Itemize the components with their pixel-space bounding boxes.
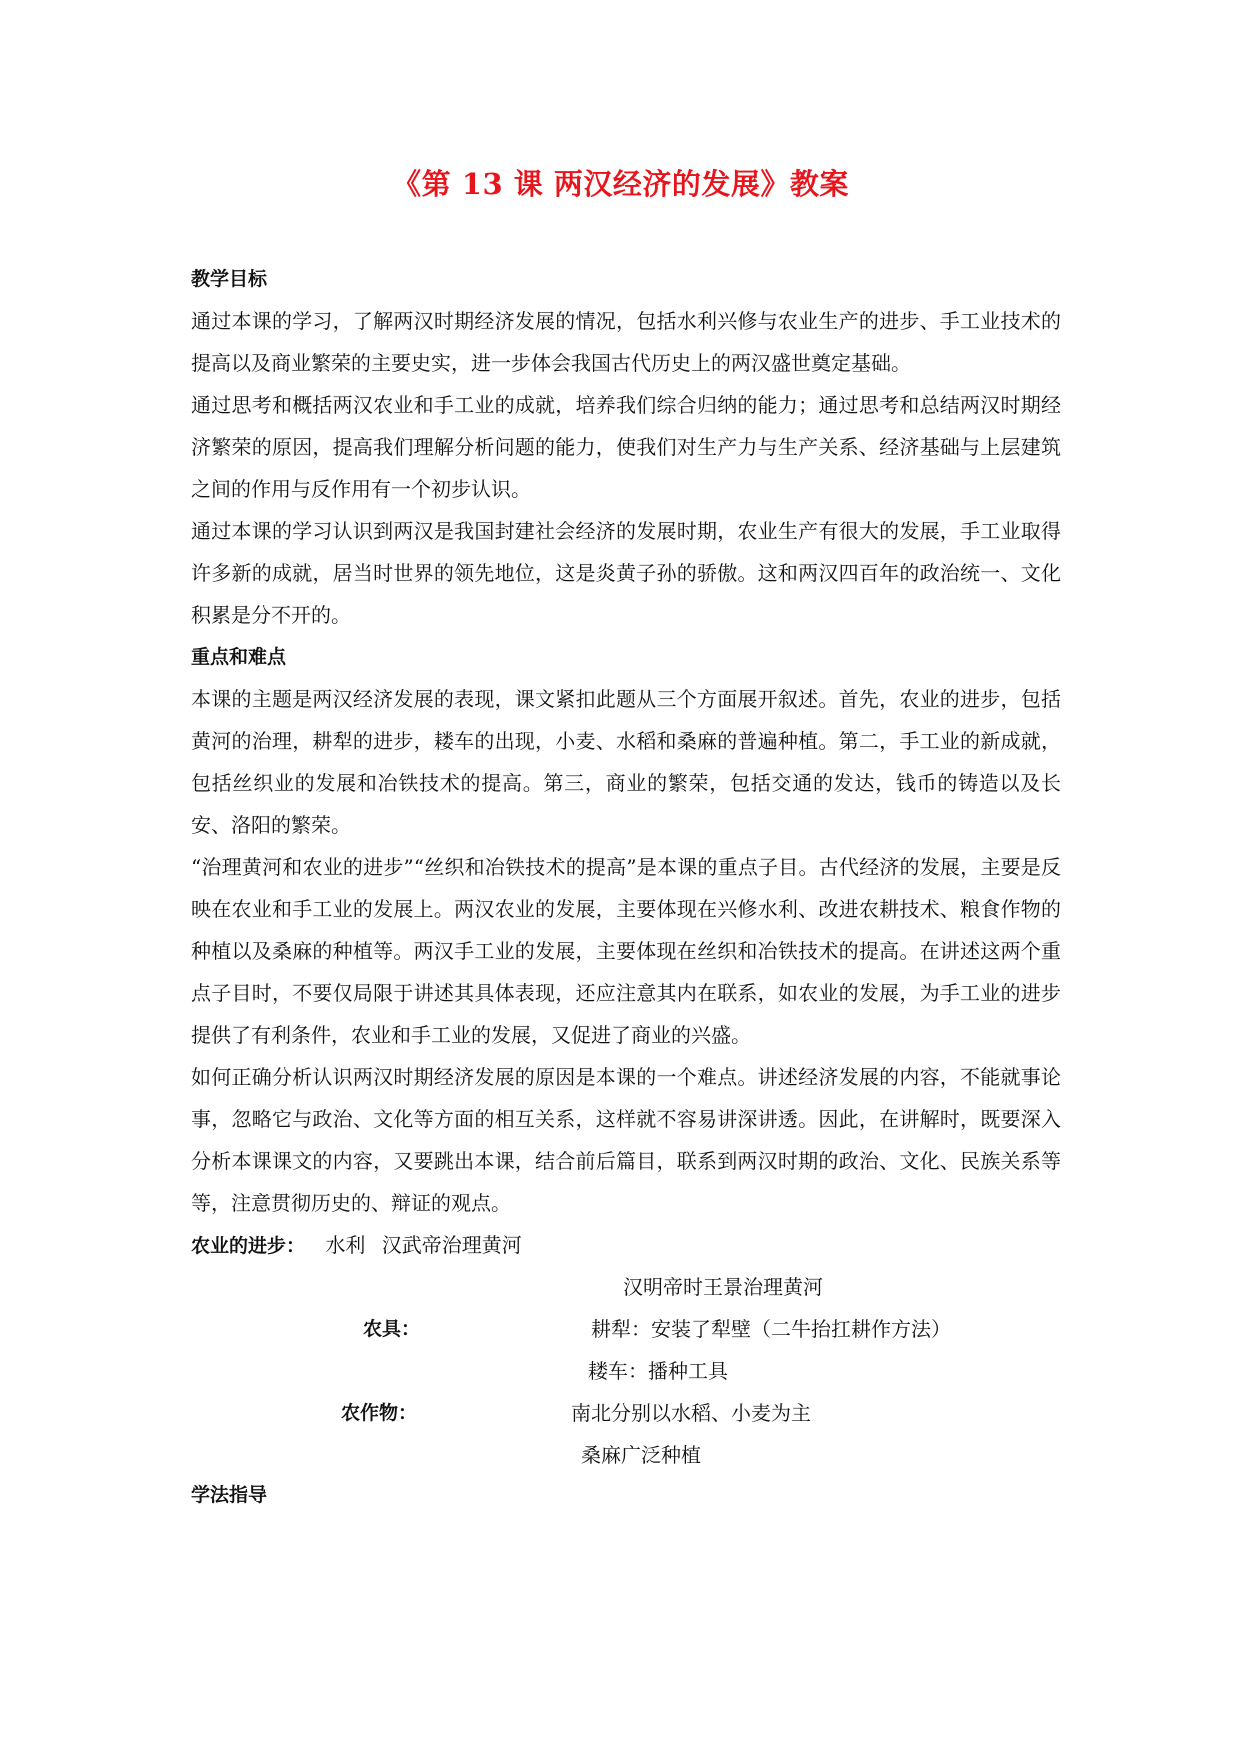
water-label: 水利 [325,1233,366,1257]
tools-label: 农具： [363,1318,421,1340]
document-body [191,258,1061,1516]
agriculture-heading-row [191,1224,522,1267]
section-heading-study-guide: 学法指导 [191,1484,268,1506]
water-item-2: 汉明帝时王景治理黄河 [623,1275,823,1299]
document-title: 《第 13 课 两汉经济的发展》教案 [392,167,849,201]
crop-item-1: 南北分别以水稻、小麦为主 [571,1401,811,1425]
tool-item-2: 耧车：播种工具 [588,1359,728,1383]
section-heading-objectives: 教学目标 [191,268,268,290]
key-points-paragraph-2: “治理黄河和农业的进步”“丝织和冶铁技术的提高”是本课的重点子目。古代经济的发展，主要是反映在农业和手工业的发展上。两汉农业的发展，主要体现在兴修水利、改进农耕技术、粮食作物的种植以及桑麻的种植等。两汉手工业的发展，主要体现在丝织和冶铁技术的提高。在讲述这两个重点子目时，不要仅局限于讲述其具体表现，还应注意其内在联系，如农业的发展，为手工业的进步提供了有利条件，农业和手工业的发展，又促进了商业的兴盛。 [191,855,1061,1047]
objective-paragraph-2: 通过思考和概括两汉农业和手工业的成就，培养我们综合归纳的能力；通过思考和总结两汉时期经济繁荣的原因，提高我们理解分析问题的能力，使我们对生产力与生产关系、经济基础与上层建筑之间的作用与反作用有一个初步认识。 [191,393,1061,501]
crops-label: 农作物： [341,1402,418,1424]
tool-item-1: 耕犁：安装了犁壁（二牛抬扛耕作方法） [591,1317,951,1341]
key-points-paragraph-3: 如何正确分析认识两汉时期经济发展的原因是本课的一个难点。讲述经济发展的内容，不能就事论事，忽略它与政治、文化等方面的相互关系，这样就不容易讲深讲透。因此，在讲解时，既要深入分析本课课文的内容，又要跳出本课，结合前后篇目，联系到两汉时期的政治、文化、民族关系等等，注意贯彻历史的、辩证的观点。 [191,1065,1061,1215]
section-heading-key-points: 重点和难点 [191,646,287,668]
key-points-paragraph-1: 本课的主题是两汉经济发展的表现，课文紧扣此题从三个方面展开叙述。首先，农业的进步，包括黄河的治理，耕犁的进步，耧车的出现，小麦、水稻和桑麻的普遍种植。第二，手工业的新成就，包括丝织业的发展和冶铁技术的提高。第三，商业的繁荣，包括交通的发达，钱币的铸造以及长安、洛阳的繁荣。 [191,687,1061,837]
objective-paragraph-1: 通过本课的学习，了解两汉时期经济发展的情况，包括水利兴修与农业生产的进步、手工业技术的提高以及商业繁荣的主要史实，进一步体会我国古代历史上的两汉盛世奠定基础。 [191,309,1061,375]
crop-item-2: 桑麻广泛种植 [581,1443,701,1467]
agriculture-outline [191,1224,1061,1474]
agriculture-heading: 农业的进步： [191,1235,306,1257]
objective-paragraph-3: 通过本课的学习认识到两汉是我国封建社会经济的发展时期，农业生产有很大的发展，手工业取得许多新的成就，居当时世界的领先地位，这是炎黄子孙的骄傲。这和两汉四百年的政治统一、文化积累是分不开的。 [191,519,1061,627]
water-item-1: 汉武帝治理黄河 [381,1233,522,1257]
